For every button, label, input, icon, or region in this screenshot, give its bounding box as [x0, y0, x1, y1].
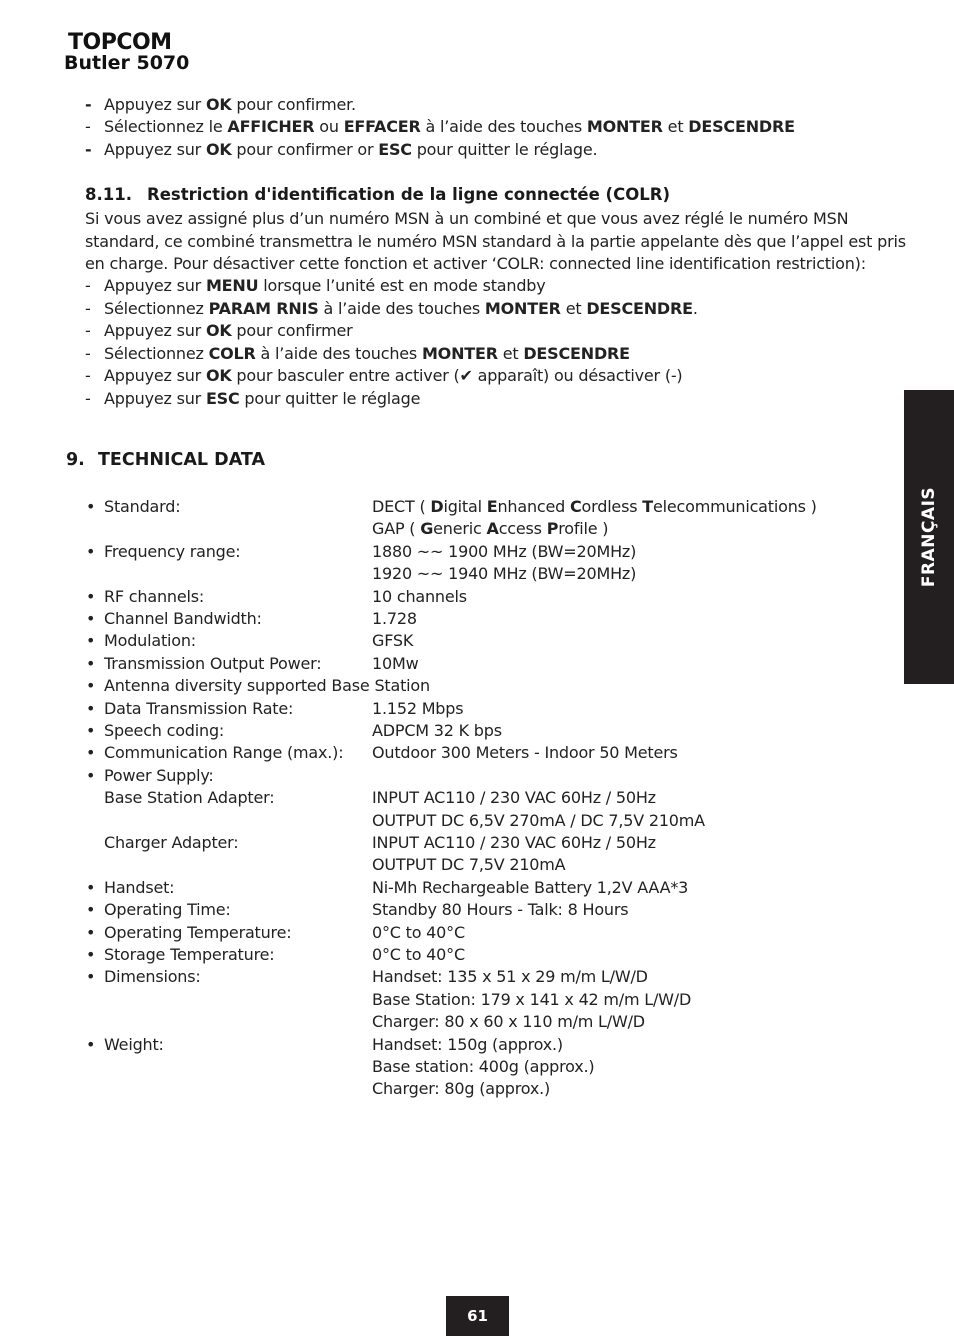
section-9-title: TECHNICAL DATA [98, 450, 266, 470]
spec-label: Channel Bandwidth: [104, 609, 262, 628]
spec-value [372, 720, 502, 742]
text-run: Appuyez sur [104, 366, 206, 385]
dash-marker: - [85, 117, 91, 136]
text-run: à l’aide des touches [420, 117, 587, 136]
text-run: et [497, 343, 524, 363]
bold-text: E [486, 497, 498, 516]
spec-value [372, 1078, 550, 1100]
step-text [104, 343, 630, 365]
text-run: pour confirmer or [231, 140, 379, 159]
bold-text: OK [205, 95, 232, 114]
spec-label: RF channels: [104, 586, 205, 606]
dash-marker: - [85, 321, 91, 340]
spec-value [372, 922, 465, 944]
bullet-marker: • [86, 541, 96, 561]
text-run: GFSK [372, 631, 414, 651]
page-number: 61 [446, 1296, 509, 1336]
text-run: 10 channels [372, 586, 467, 606]
text-run: et [662, 117, 689, 136]
text-run: ccess [498, 519, 547, 539]
bold-text: MONTER [421, 343, 498, 363]
spec-value [372, 698, 463, 720]
text-run: igital [443, 497, 487, 516]
spec-value [372, 1011, 645, 1033]
text-run: Appuyez sur [104, 140, 206, 159]
bullet-marker: • [86, 653, 96, 673]
text-run: pour quitter le réglage. [411, 140, 598, 159]
bold-text: OK [205, 321, 232, 340]
spec-label: Speech coding: [104, 721, 225, 740]
dash-marker: - [85, 388, 91, 408]
text-run: Ni-Mh Rechargeable Battery 1,2V AAA*3 [372, 877, 689, 897]
bold-text: ESC [378, 140, 412, 159]
section-9-number: 9. [66, 450, 85, 470]
text-run: rofile ) [558, 519, 609, 539]
bold-text: G [420, 519, 434, 539]
bullet-marker: • [86, 497, 96, 516]
text-run: 0°C to 40°C [372, 922, 465, 942]
spec-value [372, 810, 705, 832]
text-run: à l’aide des touches [255, 343, 422, 363]
language-label: FRANÇAIS [919, 486, 939, 588]
bullet-marker: • [86, 586, 96, 606]
spec-label: Charger Adapter: [104, 833, 239, 852]
spec-value [372, 496, 817, 518]
bullet-marker: • [86, 945, 96, 964]
text-run: Base station: 400g (approx.) [372, 1057, 595, 1076]
paragraph-line: standard, ce combiné transmettra le numéro MSN standard à la partie appelante dès que l’appel est pris [85, 231, 906, 251]
spec-label: Base Station Adapter: [104, 788, 275, 808]
bold-text: OK [205, 140, 232, 159]
bullet-marker: • [86, 676, 96, 696]
language-side-tab [904, 390, 954, 684]
text-run: pour basculer entre activer (✔ apparaît) ou désactiver (-) [231, 366, 683, 385]
brand-logo: TOPCOM [68, 30, 172, 55]
spec-value [372, 966, 648, 988]
bold-text: T [642, 497, 653, 516]
bullet-marker: • [86, 743, 96, 763]
text-run: 1.728 [372, 609, 417, 628]
section-811-title: Restriction d'identification de la ligne connectée (COLR) [147, 185, 670, 204]
text-run: Standby 80 Hours - Talk: 8 Hours [372, 900, 629, 920]
dash-marker: - [85, 343, 91, 363]
text-run: OUTPUT DC 7,5V 210mA [372, 855, 566, 875]
text-run: OUTPUT DC 6,5V 270mA / DC 7,5V 210mA [372, 810, 705, 830]
spec-label: Standard: [104, 497, 181, 516]
dash-marker: - [85, 276, 91, 295]
spec-label: Dimensions: [104, 967, 201, 987]
bold-text: MONTER [586, 117, 663, 136]
text-run: Charger: 80g (approx.) [372, 1079, 551, 1099]
step-text [104, 139, 597, 161]
text-run: Appuyez sur [104, 276, 206, 295]
spec-value [372, 608, 417, 630]
bullet-marker: • [86, 765, 96, 785]
text-run: Handset: 150g (approx.) [372, 1034, 563, 1054]
section-811-heading [85, 185, 670, 204]
text-run: 1.152 Mbps [372, 698, 464, 718]
spec-label: Operating Temperature: [104, 922, 292, 942]
spec-value [372, 630, 413, 652]
spec-label: Transmission Output Power: [104, 653, 322, 673]
bold-text: COLR [208, 343, 256, 363]
step-text [104, 365, 682, 387]
text-run: 1920 ~~ 1940 MHz (BW=20MHz) [372, 564, 637, 584]
step-text [104, 388, 420, 410]
text-run: eneric [433, 519, 487, 539]
section-9-heading [66, 450, 265, 470]
text-run: 0°C to 40°C [372, 945, 465, 964]
bold-text: AFFICHER [227, 117, 315, 136]
spec-label: Power Supply: [104, 765, 214, 785]
text-run: Appuyez sur [104, 321, 206, 340]
spec-label: Handset: [104, 877, 175, 897]
bullet-marker: • [86, 1034, 96, 1054]
text-run: Handset: 135 x 51 x 29 m/m L/W/D [372, 967, 648, 987]
bold-text: A [486, 519, 499, 539]
text-run: Base Station: 179 x 141 x 42 m/m L/W/D [372, 989, 692, 1009]
text-run: . [692, 298, 698, 318]
spec-value [372, 1056, 594, 1078]
text-run: pour quitter le réglage [239, 388, 421, 408]
bold-text: D [430, 497, 444, 516]
spec-label: Modulation: [104, 631, 196, 651]
paragraph-line: Si vous avez assigné plus d’un numéro MSN à un combiné et que vous avez réglé le numéro MSN [85, 209, 849, 228]
text-run: INPUT AC110 / 230 VAC 60Hz / 50Hz [372, 833, 656, 852]
bullet-marker: • [86, 967, 96, 987]
step-text [104, 275, 546, 297]
text-run: ordless [581, 497, 643, 516]
dash-marker: - [85, 95, 92, 114]
text-run: Sélectionnez [104, 343, 209, 363]
text-run: ou [314, 117, 344, 136]
spec-value [372, 563, 636, 585]
spec-label: Antenna diversity supported Base Station [104, 676, 430, 696]
text-run: lorsque l’unité est en mode standby [258, 276, 546, 295]
text-run: pour confirmer [231, 321, 353, 340]
dash-marker: - [85, 140, 92, 159]
spec-value [372, 899, 628, 921]
spec-label: Operating Time: [104, 900, 231, 920]
spec-label: Storage Temperature: [104, 945, 275, 964]
step-text [104, 298, 698, 320]
bullet-marker: • [86, 922, 96, 942]
text-run: Charger: 80 x 60 x 110 m/m L/W/D [372, 1012, 645, 1032]
dash-marker: - [85, 298, 91, 318]
text-run: à l’aide des touches [318, 298, 485, 318]
bold-text: MENU [205, 276, 259, 295]
bold-text: DESCENDRE [586, 298, 693, 318]
spec-value [372, 832, 656, 854]
bullet-marker: • [86, 877, 96, 897]
text-run: ADPCM 32 K bps [372, 721, 502, 740]
step-text [104, 94, 356, 116]
text-run: DECT ( [372, 497, 431, 516]
step-text [104, 116, 795, 138]
text-run: 10Mw [372, 653, 419, 673]
spec-value [372, 854, 565, 876]
text-run: pour confirmer. [231, 95, 356, 114]
bold-text: DESCENDRE [688, 117, 795, 136]
spec-label: Communication Range (max.): [104, 743, 344, 763]
spec-value [372, 787, 656, 809]
spec-label: Data Transmission Rate: [104, 698, 294, 718]
bold-text: EFFACER [343, 117, 421, 136]
spec-value [372, 518, 608, 540]
spec-value [372, 989, 691, 1011]
model-name: Butler 5070 [64, 52, 190, 74]
paragraph-line: en charge. Pour désactiver cette fonction et activer ‘COLR: connected line identification restriction): [85, 254, 866, 273]
bold-text: MONTER [484, 298, 561, 318]
section-811-number: 8.11. [85, 185, 132, 204]
step-text [104, 320, 353, 342]
spec-value [372, 742, 678, 764]
text-run: elecommunications ) [652, 497, 817, 516]
bullet-marker: • [86, 698, 96, 718]
spec-value [372, 586, 467, 608]
text-run: 1880 ~~ 1900 MHz (BW=20MHz) [372, 541, 637, 561]
bold-text: P [546, 519, 559, 539]
text-run: Outdoor 300 Meters - Indoor 50 Meters [372, 743, 678, 763]
spec-label: Weight: [104, 1034, 164, 1054]
bold-text: PARAM RNIS [208, 298, 319, 318]
text-run: Sélectionnez [104, 298, 209, 318]
text-run: et [560, 298, 587, 318]
spec-value [372, 877, 688, 899]
bold-text: ESC [205, 388, 240, 408]
text-run: GAP ( [372, 519, 421, 539]
text-run: Sélectionnez le [104, 117, 228, 136]
dash-marker: - [85, 366, 91, 385]
spec-value [372, 653, 418, 675]
text-run: nhanced [497, 497, 570, 516]
bullet-marker: • [86, 609, 96, 628]
bullet-marker: • [86, 631, 96, 651]
bullet-marker: • [86, 900, 96, 920]
bullet-marker: • [86, 721, 96, 740]
bold-text: C [570, 497, 582, 516]
spec-value [372, 541, 636, 563]
bold-text: OK [205, 366, 232, 385]
text-run: Appuyez sur [104, 388, 206, 408]
text-run: Appuyez sur [104, 95, 206, 114]
spec-value [372, 1034, 563, 1056]
spec-label: Frequency range: [104, 541, 241, 561]
spec-value [372, 944, 465, 966]
bold-text: DESCENDRE [523, 343, 630, 363]
text-run: INPUT AC110 / 230 VAC 60Hz / 50Hz [372, 788, 656, 808]
